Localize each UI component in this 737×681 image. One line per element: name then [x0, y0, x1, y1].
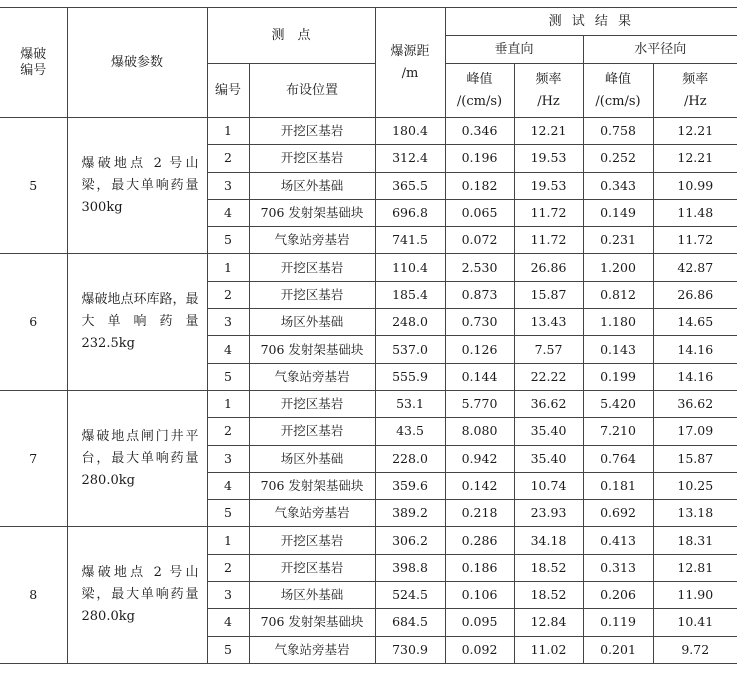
- blast-params-cell: 爆破地点环库路，最大单响药量232.5kg: [67, 254, 207, 390]
- location-cell: 开挖区基岩: [249, 281, 375, 308]
- vertical-freq-cell: 15.87: [514, 281, 583, 308]
- vertical-freq-cell: 12.84: [514, 609, 583, 636]
- horizontal-peak-cell: 0.206: [583, 582, 653, 609]
- distance-cell: 537.0: [375, 336, 445, 363]
- point-no-cell: 1: [207, 254, 249, 281]
- point-no-cell: 5: [207, 500, 249, 527]
- horizontal-freq-cell: 15.87: [653, 445, 737, 472]
- table-row: [0, 390, 737, 417]
- location-cell: 气象站旁基岩: [249, 227, 375, 254]
- point-no-cell: 2: [207, 418, 249, 445]
- header-vertical: 垂直向: [445, 36, 583, 64]
- distance-cell: 312.4: [375, 145, 445, 172]
- location-cell: 气象站旁基岩: [249, 636, 375, 663]
- distance-cell: 684.5: [375, 609, 445, 636]
- table-row: [0, 254, 737, 281]
- vertical-peak-cell: 0.182: [445, 172, 514, 199]
- location-cell: 706 发射架基础块: [249, 609, 375, 636]
- point-no-cell: 1: [207, 118, 249, 145]
- location-cell: 气象站旁基岩: [249, 363, 375, 390]
- location-cell: 开挖区基岩: [249, 390, 375, 417]
- point-no-cell: 5: [207, 636, 249, 663]
- horizontal-peak-cell: 0.143: [583, 336, 653, 363]
- horizontal-freq-cell: 10.99: [653, 172, 737, 199]
- location-cell: 开挖区基岩: [249, 118, 375, 145]
- vertical-freq-cell: 12.21: [514, 118, 583, 145]
- horizontal-freq-cell: 18.31: [653, 527, 737, 554]
- header-measure-point: 测 点: [207, 8, 375, 64]
- location-cell: 开挖区基岩: [249, 554, 375, 581]
- point-no-cell: 3: [207, 445, 249, 472]
- horizontal-freq-cell: 11.90: [653, 582, 737, 609]
- location-cell: 场区外基础: [249, 172, 375, 199]
- vertical-freq-cell: 19.53: [514, 145, 583, 172]
- point-no-cell: 4: [207, 472, 249, 499]
- vertical-freq-cell: 18.52: [514, 582, 583, 609]
- vertical-peak-cell: 2.530: [445, 254, 514, 281]
- horizontal-freq-cell: 10.41: [653, 609, 737, 636]
- horizontal-peak-cell: 0.119: [583, 609, 653, 636]
- vertical-peak-cell: 5.770: [445, 390, 514, 417]
- point-no-cell: 3: [207, 172, 249, 199]
- distance-cell: 110.4: [375, 254, 445, 281]
- header-blast-id: 爆破 编号: [0, 8, 67, 118]
- vertical-freq-cell: 26.86: [514, 254, 583, 281]
- header-vertical-peak: 峰值 /(cm/s): [445, 64, 514, 118]
- blast-params-cell: 爆破地点闸门井平台，最大单响药量 280.0kg: [67, 390, 207, 526]
- point-no-cell: 2: [207, 281, 249, 308]
- horizontal-freq-cell: 17.09: [653, 418, 737, 445]
- point-no-cell: 2: [207, 554, 249, 581]
- vertical-freq-cell: 34.18: [514, 527, 583, 554]
- vertical-freq-cell: 11.02: [514, 636, 583, 663]
- point-no-cell: 2: [207, 145, 249, 172]
- location-cell: 场区外基础: [249, 582, 375, 609]
- horizontal-peak-cell: 7.210: [583, 418, 653, 445]
- horizontal-peak-cell: 0.201: [583, 636, 653, 663]
- horizontal-peak-cell: 0.149: [583, 199, 653, 226]
- location-cell: 706 发射架基础块: [249, 472, 375, 499]
- location-cell: 开挖区基岩: [249, 145, 375, 172]
- horizontal-peak-cell: 0.413: [583, 527, 653, 554]
- horizontal-peak-cell: 0.692: [583, 500, 653, 527]
- vertical-freq-cell: 7.57: [514, 336, 583, 363]
- blast-id-cell: 6: [0, 254, 67, 390]
- vertical-peak-cell: 0.142: [445, 472, 514, 499]
- point-no-cell: 5: [207, 227, 249, 254]
- vertical-freq-cell: 23.93: [514, 500, 583, 527]
- horizontal-peak-cell: 5.420: [583, 390, 653, 417]
- location-cell: 气象站旁基岩: [249, 500, 375, 527]
- vertical-peak-cell: 0.144: [445, 363, 514, 390]
- distance-cell: 524.5: [375, 582, 445, 609]
- distance-cell: 248.0: [375, 309, 445, 336]
- vertical-freq-cell: 11.72: [514, 199, 583, 226]
- horizontal-peak-cell: 0.812: [583, 281, 653, 308]
- horizontal-freq-cell: 14.16: [653, 336, 737, 363]
- header-vertical-freq: 频率 /Hz: [514, 64, 583, 118]
- header-distance: 爆源距 /m: [375, 8, 445, 118]
- header-test-results: 测 试 结 果: [445, 8, 737, 36]
- vertical-peak-cell: 0.346: [445, 118, 514, 145]
- horizontal-freq-cell: 12.21: [653, 145, 737, 172]
- horizontal-peak-cell: 0.199: [583, 363, 653, 390]
- distance-cell: 730.9: [375, 636, 445, 663]
- table-body: [0, 118, 737, 664]
- vertical-freq-cell: 11.72: [514, 227, 583, 254]
- horizontal-peak-cell: 0.764: [583, 445, 653, 472]
- distance-cell: 398.8: [375, 554, 445, 581]
- vertical-peak-cell: 0.186: [445, 554, 514, 581]
- vertical-peak-cell: 0.095: [445, 609, 514, 636]
- point-no-cell: 4: [207, 609, 249, 636]
- location-cell: 开挖区基岩: [249, 418, 375, 445]
- horizontal-freq-cell: 11.48: [653, 199, 737, 226]
- blast-params-cell: 爆破地点 2 号山梁，最大单响药量 300kg: [67, 118, 207, 254]
- distance-cell: 359.6: [375, 472, 445, 499]
- location-cell: 706 发射架基础块: [249, 336, 375, 363]
- distance-cell: 228.0: [375, 445, 445, 472]
- location-cell: 开挖区基岩: [249, 254, 375, 281]
- vertical-freq-cell: 35.40: [514, 418, 583, 445]
- location-cell: 开挖区基岩: [249, 527, 375, 554]
- table-row: [0, 118, 737, 145]
- horizontal-freq-cell: 11.72: [653, 227, 737, 254]
- blast-params-cell: 爆破地点 2 号山梁，最大单响药量 280.0kg: [67, 527, 207, 663]
- horizontal-freq-cell: 12.81: [653, 554, 737, 581]
- header-horizontal-peak: 峰值 /(cm/s): [583, 64, 653, 118]
- header-location: 布设位置: [249, 64, 375, 118]
- horizontal-freq-cell: 36.62: [653, 390, 737, 417]
- vertical-freq-cell: 18.52: [514, 554, 583, 581]
- vertical-freq-cell: 13.43: [514, 309, 583, 336]
- distance-cell: 53.1: [375, 390, 445, 417]
- point-no-cell: 1: [207, 390, 249, 417]
- horizontal-peak-cell: 0.313: [583, 554, 653, 581]
- distance-cell: 180.4: [375, 118, 445, 145]
- horizontal-peak-cell: 0.231: [583, 227, 653, 254]
- blast-id-cell: 5: [0, 118, 67, 254]
- header-horizontal-freq: 频率 /Hz: [653, 64, 737, 118]
- horizontal-freq-cell: 14.65: [653, 309, 737, 336]
- vertical-peak-cell: 0.072: [445, 227, 514, 254]
- table-row: [0, 527, 737, 554]
- horizontal-peak-cell: 0.252: [583, 145, 653, 172]
- vertical-freq-cell: 10.74: [514, 472, 583, 499]
- header-point-no: 编号: [207, 64, 249, 118]
- vertical-peak-cell: 0.218: [445, 500, 514, 527]
- horizontal-peak-cell: 0.181: [583, 472, 653, 499]
- vibration-test-table: [0, 7, 737, 664]
- vertical-freq-cell: 35.40: [514, 445, 583, 472]
- point-no-cell: 4: [207, 336, 249, 363]
- horizontal-peak-cell: 1.200: [583, 254, 653, 281]
- distance-cell: 365.5: [375, 172, 445, 199]
- distance-cell: 696.8: [375, 199, 445, 226]
- location-cell: 场区外基础: [249, 309, 375, 336]
- vertical-freq-cell: 36.62: [514, 390, 583, 417]
- vertical-peak-cell: 0.126: [445, 336, 514, 363]
- vertical-peak-cell: 0.730: [445, 309, 514, 336]
- distance-cell: 555.9: [375, 363, 445, 390]
- header-blast-params: 爆破参数: [67, 8, 207, 118]
- horizontal-peak-cell: 0.758: [583, 118, 653, 145]
- blast-id-cell: 8: [0, 527, 67, 663]
- distance-cell: 389.2: [375, 500, 445, 527]
- horizontal-freq-cell: 26.86: [653, 281, 737, 308]
- horizontal-freq-cell: 42.87: [653, 254, 737, 281]
- point-no-cell: 4: [207, 199, 249, 226]
- vertical-peak-cell: 0.873: [445, 281, 514, 308]
- horizontal-peak-cell: 1.180: [583, 309, 653, 336]
- blast-id-cell: 7: [0, 390, 67, 526]
- vertical-peak-cell: 0.942: [445, 445, 514, 472]
- horizontal-freq-cell: 9.72: [653, 636, 737, 663]
- point-no-cell: 1: [207, 527, 249, 554]
- vertical-peak-cell: 0.106: [445, 582, 514, 609]
- vertical-peak-cell: 0.286: [445, 527, 514, 554]
- horizontal-freq-cell: 10.25: [653, 472, 737, 499]
- vertical-peak-cell: 0.092: [445, 636, 514, 663]
- location-cell: 706 发射架基础块: [249, 199, 375, 226]
- point-no-cell: 5: [207, 363, 249, 390]
- distance-cell: 741.5: [375, 227, 445, 254]
- distance-cell: 43.5: [375, 418, 445, 445]
- vertical-peak-cell: 8.080: [445, 418, 514, 445]
- location-cell: 场区外基础: [249, 445, 375, 472]
- point-no-cell: 3: [207, 582, 249, 609]
- distance-cell: 185.4: [375, 281, 445, 308]
- header-horizontal: 水平径向: [583, 36, 737, 64]
- vertical-freq-cell: 22.22: [514, 363, 583, 390]
- distance-cell: 306.2: [375, 527, 445, 554]
- horizontal-freq-cell: 12.21: [653, 118, 737, 145]
- horizontal-peak-cell: 0.343: [583, 172, 653, 199]
- vertical-peak-cell: 0.196: [445, 145, 514, 172]
- horizontal-freq-cell: 13.18: [653, 500, 737, 527]
- horizontal-freq-cell: 14.16: [653, 363, 737, 390]
- point-no-cell: 3: [207, 309, 249, 336]
- vertical-peak-cell: 0.065: [445, 199, 514, 226]
- vertical-freq-cell: 19.53: [514, 172, 583, 199]
